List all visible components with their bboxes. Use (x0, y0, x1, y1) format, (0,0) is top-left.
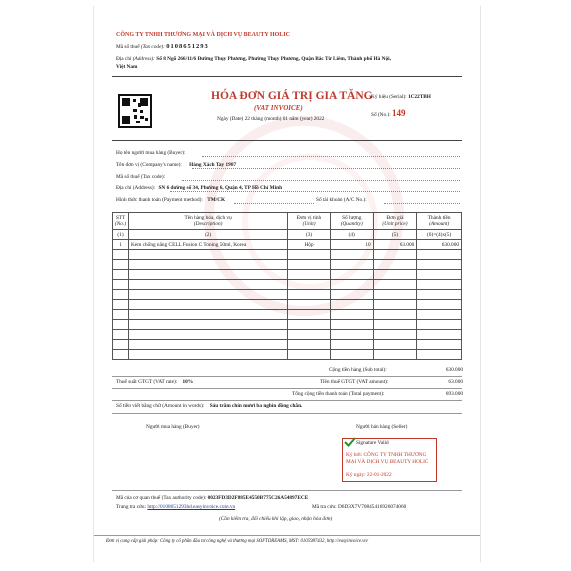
seller-company: CÔNG TY TNHH THƯƠNG MẠI VÀ DỊCH VỤ BEAUTY HOLIC (116, 32, 290, 38)
header-unit: Đơn vị tính (Unit) (288, 213, 331, 230)
table-row-empty (113, 300, 462, 310)
signed-date: Ký ngày: 22-01-2022 (346, 472, 392, 478)
signed-by: Ký bởi: CÔNG TY TNHH THƯƠNG MẠI VÀ DỊCH VỤ BEAUTY HOLIC (346, 452, 429, 465)
invoice-subtitle: (VAT INVOICE) (254, 104, 303, 112)
authority-code: 0023FD3D2F885E4550B775C26A54897ECE (207, 495, 309, 501)
subtotal-label: Cộng tiền hàng (Sub total): (329, 367, 387, 373)
table-row-empty (113, 310, 462, 320)
header-quantity: Số lượng (Quantity) (330, 213, 373, 230)
table-header-row (113, 213, 462, 230)
header-description: Tên hàng hóa, dịch vụ (Description) (129, 213, 288, 230)
seller-tax-code: 0108651293 (166, 43, 209, 50)
invoice-series: 1C22TBH (407, 94, 431, 100)
buyer-payment: TM/CK (207, 197, 226, 203)
header-unit-price: Đơn giá (Unit price) (373, 213, 417, 230)
authority-row: Mã của cơ quan thuế (Tax authority code): 0023FD3D2F885E4550B775C26A54897ECE (116, 495, 309, 501)
invoice-title: HÓA ĐƠN GIÁ TRỊ GIA TĂNG (211, 90, 373, 102)
table-row-empty (113, 330, 462, 340)
amount-words-row: Số tiền viết bằng chữ (Amount in words): Sáu trăm chín mươi ba nghìn đồng chẵn. (116, 403, 303, 409)
check-note: (Cần kiểm tra, đối chiếu khi lập, giao, nhận hóa đơn) (219, 516, 333, 522)
seller-address: Số 8 Ngõ 266/11/6 Đường Thụy Phương, Phường Thụy Phương, Quận Bắc Từ Liêm, Thành phố Hà Nội, (156, 56, 391, 62)
checkmark-icon (344, 437, 356, 447)
invoice-date: Ngày (Date) 22 tháng (month) 01 năm (year) 2022 (217, 116, 325, 122)
amount-words: Sáu trăm chín mươi ba nghìn đồng chẵn. (209, 403, 303, 409)
table-row-empty (113, 320, 462, 330)
provider-note: Đơn vị cung cấp giải pháp: Công ty cổ phần đầu tư công nghệ và thương mại SOFTDREAMS, MST: 0105987432, http://easyinvoice.vn/ (106, 539, 369, 544)
header-divider (112, 76, 462, 77)
header-amount: Thành tiền (Amount) (417, 213, 462, 230)
lookup-row: Trang tra cứu: http://0108651293hd.easyinvoice.com.vn (116, 504, 236, 510)
vat-rate: 10% (182, 379, 194, 385)
seller-signature-label: Người bán hàng (Seller) (356, 424, 408, 430)
invoice-number: 149 (392, 108, 406, 118)
invoice-no-row: Số (No.): 149 (371, 108, 406, 118)
buyer-name-label: Họ tên người mua hàng (Buyer): (116, 150, 186, 156)
vat-amount-label: Tiền thuế GTGT (VAT amount): (320, 379, 389, 385)
invoice-page (93, 6, 481, 562)
index-row: (1) (2) (3) (4) (5) (6)=(4)x(5) (113, 230, 462, 240)
vat-rate-row: Thuế suất GTGT (VAT rate): 10% (116, 379, 194, 385)
table-row-empty (113, 250, 462, 260)
buyer-address-row: Địa chỉ (Address): SN 6 đường số 34, Phường 6, Quận 4, TP Hồ Chí Minh (116, 185, 283, 191)
buyer-signature-label: Người mua hàng (Buyer) (146, 424, 200, 430)
title-divider (112, 140, 462, 141)
invoice-series-row: Ký hiệu (Serial): 1C22TBH (371, 94, 431, 100)
subtotal-value: 630.000 (445, 367, 463, 373)
table-row: 1 Kem chống nắng CELL Fusion C Toning 50ml, Korea Hộp 10 63.000 630.000 (113, 240, 462, 250)
lookup-code-row: Mã tra cứu: D6D3X7V70845416926074060 (312, 504, 407, 510)
seller-address-cont: Việt Nam (116, 64, 138, 70)
buyer-company: Hàng Xách Tay 1987 (189, 162, 237, 168)
seller-address-row: Địa chỉ (Address): Số 8 Ngõ 266/11/6 Đường Thụy Phương, Phường Thụy Phương, Quận Bắc Từ Liêm, Thành phố Hà Nội, (116, 56, 391, 62)
items-table (112, 212, 462, 360)
signature-valid: Signature Valid (356, 440, 389, 446)
table-row-empty (113, 340, 462, 350)
total-label: Tổng cộng tiền thanh toán (Total payment): (292, 391, 385, 397)
table-row-empty (113, 260, 462, 270)
table-row-empty (113, 280, 462, 290)
total-value: 693.000 (445, 391, 463, 397)
table-row-empty (113, 350, 462, 360)
table-row-empty (113, 290, 462, 300)
lookup-url-link[interactable]: http://0108651293hd.easyinvoice.com.vn (147, 504, 236, 510)
lookup-code: D6D3X7V70845416926074060 (337, 504, 407, 510)
buyer-company-row: Tên đơn vị (Company's name): Hàng Xách Tay 1987 (116, 162, 237, 168)
vat-amount-value: 63.000 (448, 379, 463, 385)
buyer-address: SN 6 đường số 34, Phường 6, Quận 4, TP Hồ Chí Minh (158, 185, 283, 191)
table-row-empty (113, 270, 462, 280)
buyer-tax-label: Mã số thuế (Tax code): (116, 174, 166, 180)
header-no: STT (No.) (113, 213, 129, 230)
seller-tax-row: Mã số thuế (Tax code): 0108651293 (116, 43, 209, 50)
buyer-account-label: Số tài khoản (A/C No.): (316, 197, 367, 203)
qr-code-icon (118, 94, 152, 128)
buyer-payment-row: Hình thức thanh toán (Payment method): TM/CK (116, 197, 226, 203)
